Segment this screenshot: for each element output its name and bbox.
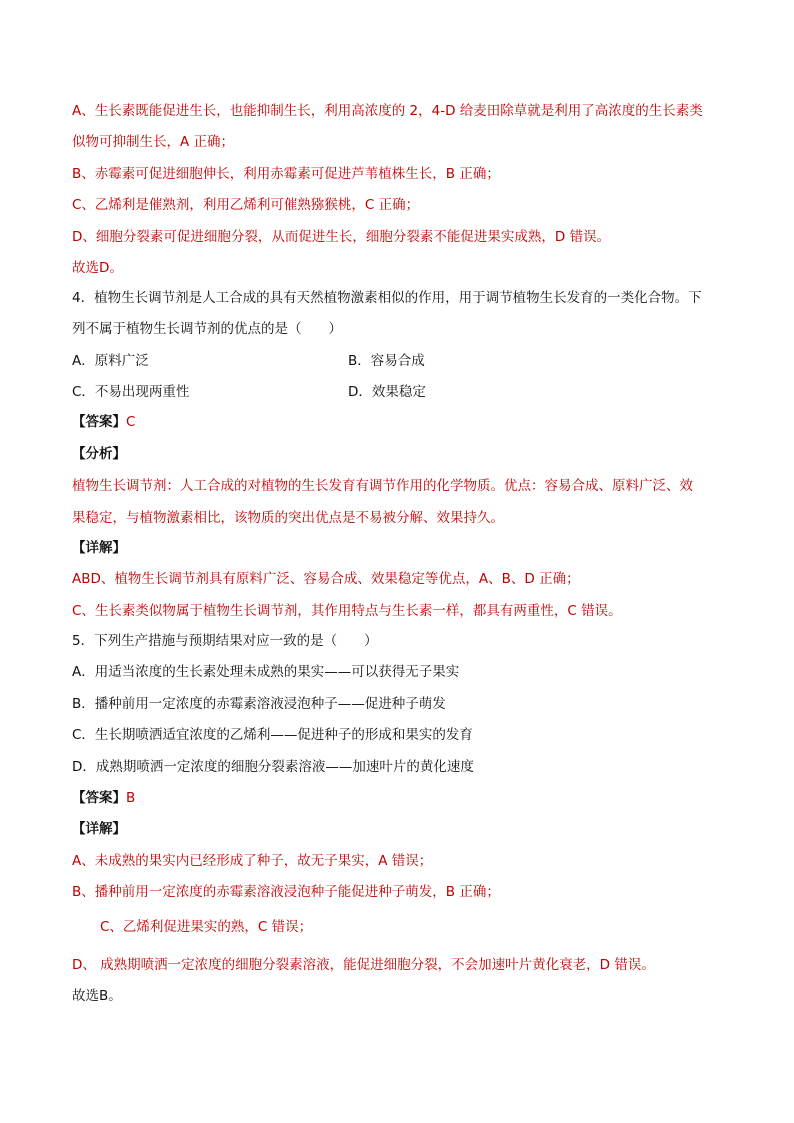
q4-analysis-line1: 植物生长调节剂：人工合成的对植物的生长发育有调节作用的化学物质。优点：容易合成、原料广泛、效 (72, 478, 693, 494)
q4-detail-label: 【详解】 (72, 540, 126, 556)
q4-answer-tag: 【答案】 (72, 414, 126, 430)
q4-analysis-line2: 果稳定，与植物激素相比，该物质的突出优点是不易被分解、效果持久。 (72, 510, 504, 526)
q3-explain-a-line2: 似物可抑制生长，A 正确； (72, 134, 235, 150)
q4-detail-c: C、生长素类似物属于植物生长调节剂，其作用特点与生长素一样，都具有两重性，C 错误。 (72, 603, 622, 619)
q4-analysis-tag (72, 444, 126, 464)
q5-option-d: D．成熟期喷洒一定浓度的细胞分裂素溶液——加速叶片的黄化速度 (72, 759, 474, 775)
q5-answer-tag: 【答案】 (72, 790, 126, 806)
q5-option-c: C．生长期喷洒适宜浓度的乙烯利——促进种子的形成和果实的发育 (72, 727, 473, 743)
q4-option-a: A．原料广泛 (72, 353, 149, 369)
q3-explain-c: C、乙烯利是催熟剂，利用乙烯利可催熟猕猴桃，C 正确； (72, 197, 420, 213)
q5-option-a: A．用适当浓度的生长素处理未成熟的果实——可以获得无子果实 (72, 664, 460, 680)
q5-conclusion: 故选B。 (72, 988, 122, 1004)
q5-detail-tag (72, 819, 126, 839)
q4-detail-tag (72, 538, 126, 558)
q3-explain-d: D、细胞分裂素可促进细胞分裂，从而促进生长，细胞分裂素不能促进果实成熟，D 错误。 (72, 229, 611, 245)
q5-detail-c: C、乙烯利促进果实的熟，C 错误； (100, 919, 313, 935)
q5-detail-d: D、 成熟期喷洒一定浓度的细胞分裂素溶液，能促进细胞分裂，不会加速叶片黄化衰老，D 错误。 (72, 957, 655, 973)
q4-analysis-label: 【分析】 (72, 446, 126, 462)
q5-stem: 5．下列生产措施与预期结果对应一致的是（ ） (72, 633, 378, 649)
q5-answer-value: B (126, 790, 136, 806)
q4-option-b: B．容易合成 (348, 353, 425, 369)
q5-option-b: B．播种前用一定浓度的赤霉素溶液浸泡种子——促进种子萌发 (72, 696, 446, 712)
q4-stem-line2: 列不属于植物生长调节剂的优点的是（ ） (72, 321, 342, 337)
q4-detail-abd: ABD、植物生长调节剂具有原料广泛、容易合成、效果稳定等优点，A、B、D 正确； (72, 571, 580, 587)
q4-answer (72, 412, 135, 432)
q3-conclusion: 故选D。 (72, 260, 123, 276)
q5-answer (72, 788, 135, 808)
q4-option-d: D．效果稳定 (348, 384, 426, 400)
q5-detail-a: A、未成熟的果实内已经形成了种子，故无子果实，A 错误； (72, 853, 433, 869)
q4-stem-line1: 4．植物生长调节剂是人工合成的具有天然植物激素相似的作用，用于调节植物生长发育的一类化合物。下 (72, 290, 702, 306)
q5-detail-b: B、播种前用一定浓度的赤霉素溶液浸泡种子能促进种子萌发，B 正确； (72, 884, 500, 900)
q4-answer-value: C (126, 414, 136, 430)
q5-detail-label: 【详解】 (72, 821, 126, 837)
q3-explain-a-line1: A、生长素既能促进生长，也能抑制生长，利用高浓度的 2，4-D 给麦田除草就是利用了高浓度的生长素类 (72, 103, 703, 119)
q3-explain-b: B、赤霉素可促进细胞伸长，利用赤霉素可促进芦苇植株生长，B 正确； (72, 166, 500, 182)
q4-option-c: C．不易出现两重性 (72, 384, 190, 400)
